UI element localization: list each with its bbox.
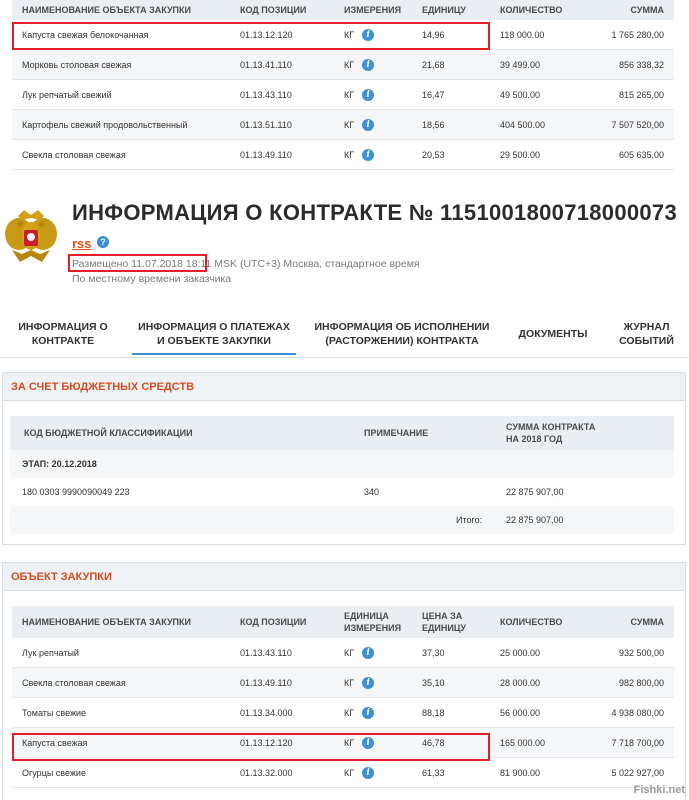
header-line1: ЕДИНИЦА [344, 611, 389, 621]
item-unit: КГ [344, 149, 355, 160]
help-icon[interactable]: ? [97, 236, 109, 248]
top-table-header [12, 0, 674, 20]
item-qty: 29 500.00 [500, 149, 541, 160]
stage-row [10, 450, 674, 478]
procurement-section-title: ОБЪЕКТ ЗАКУПКИ [3, 563, 685, 591]
item-price: 18,56 [422, 119, 445, 130]
item-sum: 932 500,00 [618, 647, 664, 658]
item-code: 01.13.41.110 [240, 59, 292, 70]
col-qty-header: КОЛИЧЕСТВО [500, 5, 563, 15]
item-unit: КГ [344, 677, 355, 688]
item-qty: 81 900.00 [500, 767, 541, 778]
info-icon[interactable]: i [362, 119, 374, 131]
item-unit: КГ [344, 647, 355, 658]
item-price: 14,96 [422, 29, 445, 40]
table-row [12, 758, 674, 788]
procurement-table [12, 606, 674, 788]
rss-link[interactable]: rss [72, 236, 92, 251]
col-note-header: ПРИМЕЧАНИЕ [364, 428, 429, 438]
item-qty: 28 000.00 [500, 677, 541, 688]
tab-payments-object[interactable] [126, 310, 302, 357]
budget-section-title: ЗА СЧЕТ БЮДЖЕТНЫХ СРЕДСТВ [3, 373, 685, 401]
item-qty: 25 000.00 [500, 647, 541, 658]
tab-label-line1: ЖУРНАЛ [623, 320, 670, 333]
item-name: Лук репчатый [22, 647, 79, 658]
col-unit-header [344, 610, 422, 634]
table-row [12, 668, 674, 698]
tab-label-line2: КОНТРАКТЕ [31, 334, 95, 347]
item-sum: 7 718 700,00 [611, 737, 664, 748]
item-unit: КГ [344, 767, 355, 778]
item-unit: КГ [344, 707, 355, 718]
header-line2: ЕДИНИЦУ [422, 623, 467, 633]
page-title: ИНФОРМАЦИЯ О КОНТРАКТЕ № 1151001800718000073 [72, 200, 678, 225]
item-code: 01.13.43.110 [240, 647, 292, 658]
procurement-table-header [12, 606, 674, 638]
header-line2: НА 2018 ГОД [506, 434, 563, 444]
item-qty: 56 000.00 [500, 707, 541, 718]
budget-table [10, 416, 674, 534]
item-qty: 404 500.00 [500, 119, 546, 130]
item-price: 21,68 [422, 59, 445, 70]
item-code: 01.13.12.120 [240, 29, 293, 40]
info-icon[interactable]: i [362, 89, 374, 101]
col-unit-header: ИЗМЕРЕНИЯ [344, 5, 402, 15]
table-row [12, 80, 674, 110]
col-code-header: КОД ПОЗИЦИИ [240, 617, 307, 627]
table-row [10, 478, 674, 506]
item-price: 37,30 [422, 647, 445, 658]
item-name: Огурцы свежие [22, 767, 86, 778]
col-code-header: КОД ПОЗИЦИИ [240, 5, 307, 15]
item-sum: 856 338,32 [618, 59, 664, 70]
info-icon[interactable]: i [362, 149, 374, 161]
item-price: 61,33 [422, 767, 445, 778]
item-qty: 49 500.00 [500, 89, 541, 100]
tab-execution[interactable] [302, 310, 502, 357]
procurement-table-body [12, 638, 674, 788]
tab-bar [0, 310, 689, 358]
item-sum: 815 265,00 [618, 89, 664, 100]
total-label: Итого: [456, 515, 483, 525]
posted-info [72, 258, 420, 270]
item-sum: 5 022 927,00 [611, 767, 664, 778]
col-sum-header: СУММА [630, 617, 664, 627]
stage-label: ЭТАП: 20.12.2018 [22, 459, 97, 469]
tab-label-line1: ИНФОРМАЦИЯ О ПЛАТЕЖАХ [138, 320, 290, 333]
item-price: 20,53 [422, 149, 445, 160]
item-name: Капуста свежая [22, 737, 88, 748]
item-name: Томаты свежие [22, 707, 87, 718]
item-price: 16,47 [422, 89, 445, 100]
posted-date: Размещено 11.07.2018 18:11 [72, 258, 212, 270]
tab-label-line1: ДОКУМЕНТЫ [518, 327, 588, 340]
item-price: 46,78 [422, 737, 445, 748]
col-price-header: ЕДИНИЦУ [422, 5, 467, 15]
item-name: Свекла столовая свежая [22, 149, 126, 160]
item-name: Лук репчатый свежий [22, 89, 112, 100]
col-budget-code-header: КОД БЮДЖЕТНОЙ КЛАССИФИКАЦИИ [24, 428, 193, 438]
table-row [12, 110, 674, 140]
info-icon[interactable]: i [362, 737, 374, 749]
budget-note: 340 [364, 487, 380, 497]
item-sum: 7 507 520,00 [611, 119, 664, 130]
budget-amount: 22 875 907,00 [506, 487, 564, 497]
item-code: 01.13.49.110 [240, 149, 292, 160]
info-icon[interactable]: i [362, 29, 374, 41]
item-unit: КГ [344, 59, 355, 70]
tab-label-line1: ИНФОРМАЦИЯ О [18, 320, 108, 333]
item-code: 01.13.32.000 [240, 767, 293, 778]
header-line2: ИЗМЕРЕНИЯ [344, 623, 402, 633]
coat-of-arms-icon [2, 206, 60, 268]
item-qty: 118 000.00 [500, 29, 545, 40]
item-sum: 605 635,00 [618, 149, 664, 160]
info-icon[interactable]: i [362, 677, 374, 689]
header-line1: СУММА КОНТРАКТА [506, 422, 596, 432]
table-row [12, 638, 674, 668]
tab-label-line2: (РАСТОРЖЕНИИ) КОНТРАКТА [325, 334, 479, 347]
col-qty-header: КОЛИЧЕСТВО [500, 617, 563, 627]
top-procurement-table [12, 0, 674, 170]
col-name-header: НАИМЕНОВАНИЕ ОБЪЕКТА ЗАКУПКИ [22, 617, 191, 627]
info-icon[interactable]: i [362, 767, 374, 779]
tab-documents[interactable] [502, 310, 604, 357]
info-icon[interactable]: i [362, 707, 374, 719]
item-name: Морковь столовая свежая [22, 59, 132, 70]
timezone-text: MSK (UTC+3) Москва, стандартное время [214, 258, 420, 270]
tab-events-log[interactable] [604, 310, 689, 357]
col-price-header [422, 610, 500, 634]
tab-contract-info[interactable] [0, 310, 126, 357]
item-name: Свекла столовая свежая [22, 677, 126, 688]
watermark: Fishki.net [633, 784, 685, 796]
item-qty: 39 499.00 [500, 59, 541, 70]
col-sum-header: СУММА [630, 5, 664, 15]
tab-label-line2: СОБЫТИЙ [619, 334, 674, 347]
local-time-note: По местному времени заказчика [72, 273, 232, 285]
total-amount: 22 875 907,00 [506, 515, 564, 525]
info-icon[interactable]: i [362, 59, 374, 71]
budget-table-header [10, 416, 674, 450]
item-sum: 4 938 080,00 [611, 707, 664, 718]
table-row [12, 50, 674, 80]
item-unit: КГ [344, 29, 355, 40]
item-sum: 982 800,00 [618, 677, 664, 688]
info-icon[interactable]: i [362, 647, 374, 659]
item-code: 01.13.12.120 [240, 737, 293, 748]
tab-label-line2: И ОБЪЕКТЕ ЗАКУПКИ [157, 334, 271, 347]
item-name: Капуста свежая белокочанная [22, 29, 149, 40]
item-code: 01.13.34.000 [240, 707, 293, 718]
header-line1: ЦЕНА ЗА [422, 611, 463, 621]
table-row [12, 728, 674, 758]
table-row [12, 20, 674, 50]
tab-label-line1: ИНФОРМАЦИЯ ОБ ИСПОЛНЕНИИ [314, 320, 490, 333]
item-code: 01.13.49.110 [240, 677, 292, 688]
item-unit: КГ [344, 89, 355, 100]
item-name: Картофель свежий продовольственный [22, 119, 188, 130]
col-name-header: НАИМЕНОВАНИЕ ОБЪЕКТА ЗАКУПКИ [22, 5, 191, 15]
item-qty: 165 000.00 [500, 737, 546, 748]
item-code: 01.13.43.110 [240, 89, 292, 100]
top-table-body [12, 20, 674, 170]
budget-code: 180 0303 9990090049 223 [22, 487, 130, 497]
total-row [10, 506, 674, 534]
item-unit: КГ [344, 737, 355, 748]
item-sum: 1 765 280,00 [611, 29, 664, 40]
table-row [12, 140, 674, 170]
item-unit: КГ [344, 119, 355, 130]
item-price: 35,10 [422, 677, 445, 688]
item-code: 01.13.51.110 [240, 119, 292, 130]
table-row [12, 698, 674, 728]
item-price: 88,18 [422, 707, 445, 718]
col-contract-sum-header [506, 421, 674, 445]
